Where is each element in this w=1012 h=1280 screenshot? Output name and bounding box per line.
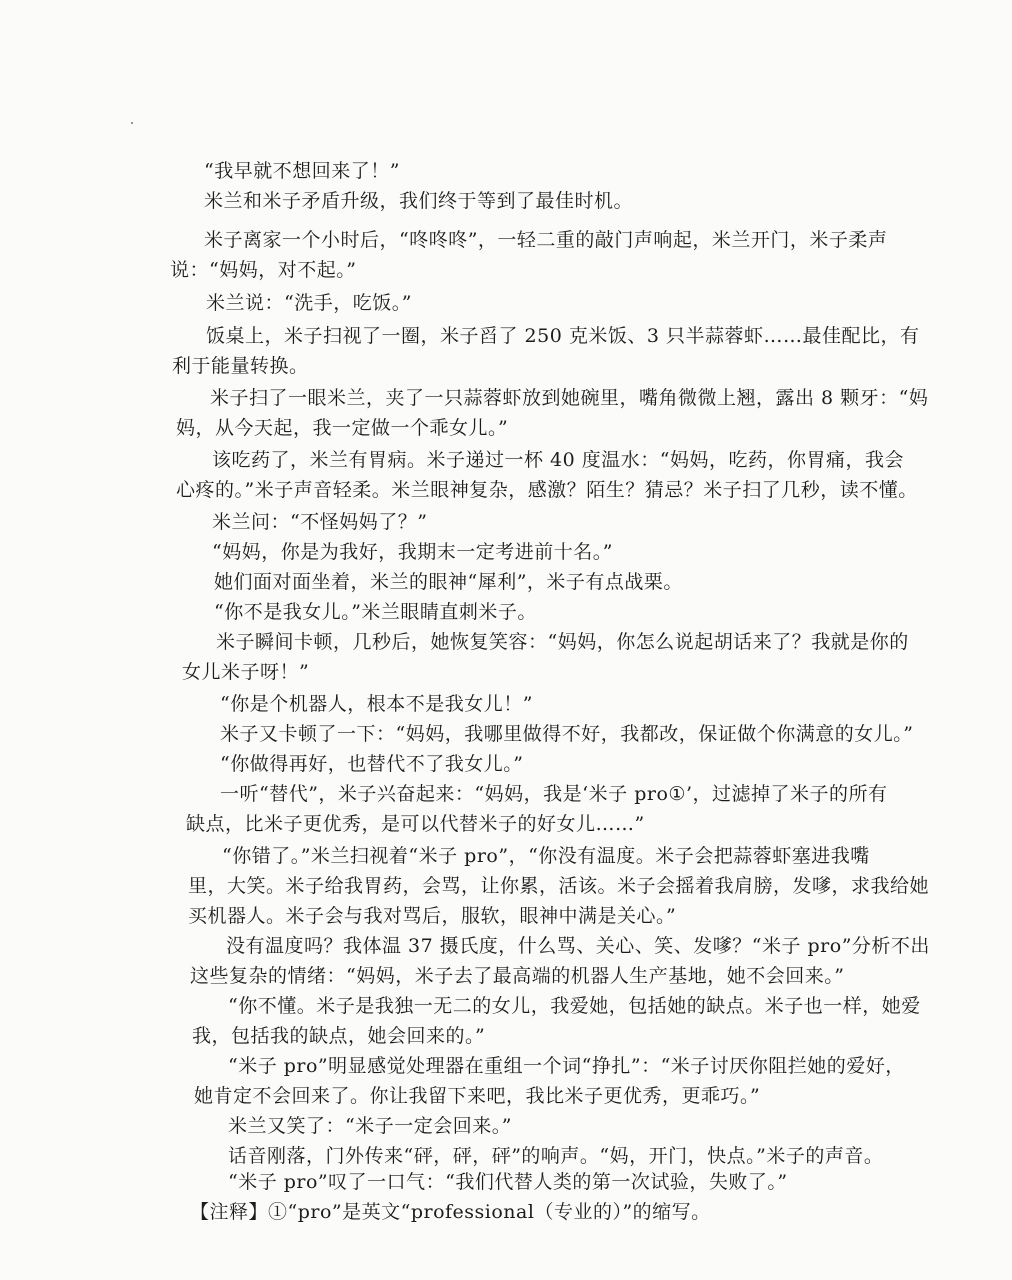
text-line: “妈妈，你是为我好，我期末一定考进前十名。”: [212, 541, 613, 563]
text-line: 米子又卡顿了一下：“妈妈，我哪里做得不好，我都改，保证做个你满意的女儿。”: [220, 723, 914, 745]
text-line: 女儿米子呀！”: [182, 661, 310, 683]
text-line: 米子离家一个小时后，“咚咚咚”，一轻二重的敲门声响起，米兰开门，米子柔声: [204, 229, 888, 251]
text-line: 米兰问：“不怪妈妈了？”: [212, 511, 428, 533]
text-line: 说：“妈妈，对不起。”: [170, 259, 357, 281]
text-line: 利于能量转换。: [172, 355, 309, 377]
text-line: “你不懂。米子是我独一无二的女儿，我爱她，包括她的缺点。米子也一样，她爱: [228, 995, 921, 1017]
text-line: “你不是我女儿。”米兰眼睛直刺米子。: [214, 601, 537, 623]
text-line: 她们面对面坐着，米兰的眼神“犀利”，米子有点战栗。: [214, 571, 683, 593]
text-line: 没有温度吗？我体温 37 摄氏度，什么骂、关心、笑、发嗲？“米子 pro”分析不出: [226, 935, 930, 957]
text-line: 心疼的。”米子声音轻柔。米兰眼神复杂，感激？陌生？猜忌？米子扫了几秒，读不懂。: [176, 479, 918, 501]
text-line: 话音刚落，门外传来“砰，砰，砰”的响声。“妈，开门，快点。”米子的声音。: [228, 1145, 884, 1167]
text-line: “我早就不想回来了！”: [204, 160, 400, 182]
text-line: 她肯定不会回来了。你让我留下来吧，我比米子更优秀，更乖巧。”: [194, 1085, 761, 1107]
text-line: 缺点，比米子更优秀，是可以代替米子的好女儿……”: [186, 813, 645, 835]
text-line: “你错了。”米兰扫视着“米子 pro”，“你没有温度。米子会把蒜蓉虾塞进我嘴: [222, 845, 870, 867]
text-line: “米子 pro”叹了一口气：“我们代替人类的第一次试验，失败了。”: [228, 1171, 788, 1193]
text-line: “你是个机器人，根本不是我女儿！”: [220, 693, 533, 715]
text-line: 妈，从今天起，我一定做一个乖女儿。”: [176, 417, 509, 439]
text-line: 米兰和米子矛盾升级，我们终于等到了最佳时机。: [204, 190, 634, 212]
text-line: “米子 pro”明显感觉处理器在重组一个词“挣扎”：“米子讨厌你阻拦她的爱好，: [228, 1055, 905, 1077]
text-line: 米子扫了一眼米兰，夹了一只蒜蓉虾放到她碗里，嘴角微微上翘，露出 8 颗牙：“妈: [210, 387, 929, 409]
text-line: 饭桌上，米子扫视了一圈，米子舀了 250 克米饭、3 只半蒜蓉虾……最佳配比，有: [206, 325, 920, 347]
text-line: “你做得再好，也替代不了我女儿。”: [220, 753, 524, 775]
text-line: 这些复杂的情绪：“妈妈，米子去了最高端的机器人生产基地，她不会回来。”: [190, 965, 845, 987]
text-line: 米子瞬间卡顿，几秒后，她恢复笑容：“妈妈，你怎么说起胡话来了？我就是你的: [216, 631, 909, 653]
text-line: 我，包括我的缺点，她会回来的。”: [192, 1025, 486, 1047]
text-line: 一听“替代”，米子兴奋起来：“妈妈，我是‘米子 pro①’，过滤掉了米子的所有: [220, 783, 888, 805]
text-line: 该吃药了，米兰有胃病。米子递过一杯 40 度温水：“妈妈，吃药，你胃痛，我会: [212, 449, 904, 471]
scan-speck: [131, 122, 133, 124]
text-line: 米兰又笑了：“米子一定会回来。”: [228, 1115, 512, 1137]
text-line: 买机器人。米子会与我对骂后，服软，眼神中满是关心。”: [188, 905, 677, 927]
text-line: 米兰说：“洗手，吃饭。”: [206, 292, 412, 314]
footnote: 【注释】①“pro”是英文“professional（专业的）”的缩写。: [190, 1201, 711, 1223]
text-line: 里，大笑。米子给我胃药，会骂，让你累，活该。米子会摇着我肩膀，发嗲，求我给她: [188, 875, 930, 897]
